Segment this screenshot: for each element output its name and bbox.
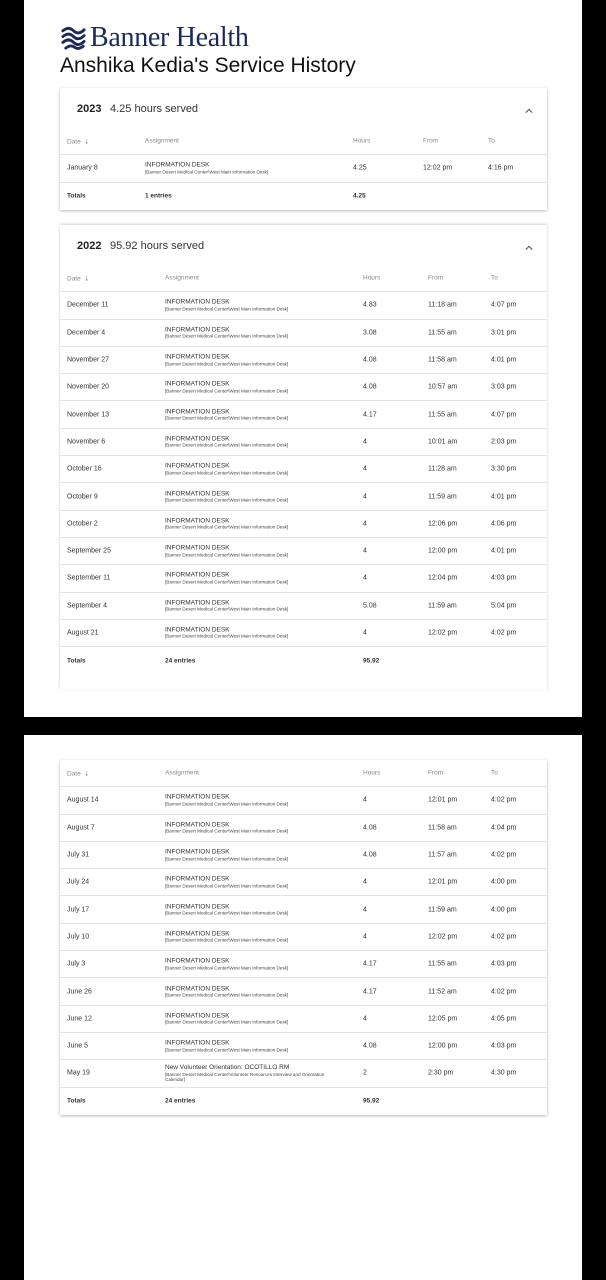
table-row: [60, 593, 547, 620]
table-row: [60, 320, 547, 347]
row-from: 12:00 pm: [428, 1042, 458, 1050]
assignment-location: [Banner Desert Medical Center\West Main Information Desk]: [165, 388, 289, 394]
row-from: 11:18 am: [428, 301, 457, 309]
row-hours: 2: [363, 1069, 367, 1077]
totals-label: Totals: [67, 657, 86, 665]
row-from: 11:28 am: [428, 465, 457, 473]
section-2023: [60, 88, 547, 210]
chevron-up-icon[interactable]: [525, 102, 533, 110]
section-year: 2022: [77, 240, 102, 252]
row-from: 11:58 am: [428, 824, 457, 832]
row-assignment: [165, 463, 288, 476]
section-header[interactable]: [60, 225, 547, 265]
table-row: [60, 869, 547, 896]
row-to: 4:06 pm: [491, 520, 517, 528]
brand-name: Banner Health: [90, 22, 249, 53]
row-assignment: [165, 821, 288, 834]
row-to: 2:03 pm: [491, 438, 517, 446]
assignment-title: INFORMATION DESK: [165, 903, 230, 911]
row-date: January 8: [67, 164, 98, 172]
row-from: 11:52 am: [428, 988, 457, 996]
assignment-title: INFORMATION DESK: [165, 794, 230, 802]
column-assignment: Assignment: [165, 769, 199, 777]
row-assignment: [165, 490, 288, 503]
column-date-label: Date: [67, 138, 81, 146]
table-header: [60, 265, 547, 292]
row-to: 4:03 pm: [491, 1042, 517, 1050]
row-from: 11:57 am: [428, 851, 457, 859]
totals-entries: 24 entries: [165, 657, 196, 665]
page-top: [24, 0, 582, 717]
table-row: [60, 347, 547, 374]
totals-entries: 24 entries: [165, 1097, 196, 1105]
assignment-location: [Banner Desert Medical Center\West Main Information Desk]: [165, 361, 289, 367]
assignment-location: [Banner Desert Medical Center\Volunteer Resources Interview and Orientation Calendar]: [165, 1071, 325, 1083]
row-assignment: [165, 931, 288, 944]
assignment-location: [Banner Desert Medical Center\West Main Information Desk]: [165, 524, 289, 530]
table-row: [60, 401, 547, 428]
sort-arrow-down-icon[interactable]: ↓: [84, 273, 89, 283]
row-assignment: [145, 162, 268, 175]
assignment-title: INFORMATION DESK: [165, 848, 230, 856]
sort-arrow-down-icon[interactable]: ↓: [84, 136, 89, 146]
row-to: 4:16 pm: [488, 164, 514, 172]
row-from: 12:01 pm: [428, 878, 458, 886]
column-hours: Hours: [363, 274, 381, 282]
table-row: [60, 787, 547, 814]
assignment-location: [Banner Desert Medical Center\West Main Information Desk]: [165, 443, 289, 449]
assignment-title: INFORMATION DESK: [145, 162, 210, 170]
table-row: [60, 374, 547, 401]
row-date: December 11: [67, 301, 109, 309]
assignment-location: [Banner Desert Medical Center\West Main Information Desk]: [165, 579, 289, 585]
row-to: 5:04 pm: [491, 602, 517, 610]
row-to: 3:01 pm: [491, 329, 517, 337]
column-date[interactable]: [67, 137, 89, 146]
row-date: September 4: [67, 602, 108, 610]
banner-health-logo: [60, 22, 249, 54]
row-hours: 4.08: [363, 383, 377, 391]
column-to: To: [488, 137, 495, 145]
column-to: To: [491, 274, 498, 282]
column-hours: Hours: [353, 137, 371, 145]
row-date: October 2: [67, 520, 98, 528]
row-from: 12:06 pm: [428, 520, 458, 528]
assignment-title: INFORMATION DESK: [165, 326, 230, 334]
row-to: 4:02 pm: [491, 933, 517, 941]
row-assignment: [165, 985, 288, 998]
row-from: 11:55 am: [428, 411, 457, 419]
row-hours: 3.08: [363, 329, 377, 337]
row-to: 4:02 pm: [491, 796, 517, 804]
row-date: June 5: [67, 1042, 89, 1050]
row-assignment: [165, 1064, 335, 1082]
row-from: 12:00 pm: [428, 547, 458, 555]
table-row: [60, 1060, 547, 1087]
row-from: 11:59 am: [428, 602, 457, 610]
assignment-title: INFORMATION DESK: [165, 408, 230, 416]
row-to: 4:01 pm: [491, 547, 517, 555]
totals-label: Totals: [67, 1097, 86, 1105]
assignment-location: [Banner Desert Medical Center\West Main Information Desk]: [165, 828, 289, 834]
assignment-title: INFORMATION DESK: [165, 353, 230, 361]
row-assignment: [165, 299, 288, 312]
row-date: November 13: [67, 411, 110, 419]
row-hours: 4: [363, 493, 367, 501]
row-date: November 27: [67, 356, 110, 364]
assignment-title: INFORMATION DESK: [165, 1012, 230, 1020]
row-date: August 21: [67, 629, 99, 637]
row-date: June 12: [67, 1015, 92, 1023]
row-to: 4:07 pm: [491, 411, 517, 419]
row-hours: 4.17: [363, 411, 377, 419]
column-to: To: [491, 769, 498, 777]
assignment-title: INFORMATION DESK: [165, 626, 230, 634]
table-row: [60, 511, 547, 538]
section-2022: [60, 225, 547, 690]
row-to: 3:30 pm: [491, 465, 517, 473]
row-date: September 25: [67, 547, 111, 555]
table-header: [60, 760, 547, 787]
assignment-location: [Banner Desert Medical Center\West Main Information Desk]: [165, 306, 289, 312]
assignment-title: INFORMATION DESK: [165, 599, 230, 607]
row-date: August 14: [67, 796, 99, 804]
assignment-title: INFORMATION DESK: [165, 821, 230, 829]
table-row: [60, 951, 547, 978]
hours-served: 4.25 hours served: [110, 103, 199, 115]
row-from: 12:02 pm: [428, 933, 458, 941]
row-hours: 4: [363, 796, 367, 804]
row-assignment: [165, 381, 288, 394]
table-row: [60, 1006, 547, 1033]
totals-row: [60, 1088, 547, 1115]
row-assignment: [165, 436, 288, 449]
assignment-location: [Banner Desert Medical Center\West Main Information Desk]: [165, 992, 289, 998]
row-to: 4:07 pm: [491, 301, 517, 309]
row-assignment: [165, 1012, 288, 1025]
row-to: 4:02 pm: [491, 988, 517, 996]
row-from: 2:30 pm: [428, 1069, 454, 1077]
table-row: [60, 620, 547, 647]
row-hours: 4: [363, 629, 367, 637]
row-date: November 20: [67, 383, 110, 391]
assignment-location: [Banner Desert Medical Center\West Main Information Desk]: [165, 497, 289, 503]
column-from: From: [428, 274, 444, 282]
column-from: From: [423, 137, 439, 145]
section-2022-continued: [60, 760, 547, 1115]
row-date: November 6: [67, 438, 106, 446]
row-assignment: [165, 876, 288, 889]
table-row: [60, 155, 547, 182]
row-date: July 17: [67, 906, 90, 914]
row-hours: 4.08: [363, 1042, 377, 1050]
totals-entries: 1 entries: [145, 192, 172, 200]
row-to: 4:30 pm: [491, 1069, 517, 1077]
row-date: October 9: [67, 493, 98, 501]
totals-hours: 95.92: [363, 657, 380, 665]
section-year: 2023: [77, 103, 102, 115]
row-from: 11:58 am: [428, 356, 457, 364]
assignment-title: INFORMATION DESK: [165, 544, 230, 552]
row-date: July 24: [67, 878, 90, 886]
assignment-location: [Banner Desert Medical Center\West Main Information Desk]: [165, 333, 289, 339]
row-hours: 4: [363, 906, 367, 914]
assignment-location: [Banner Desert Medical Center\West Main Information Desk]: [165, 801, 289, 807]
row-assignment: [165, 627, 288, 640]
column-date[interactable]: [67, 274, 89, 283]
assignment-title: INFORMATION DESK: [165, 1039, 230, 1047]
row-to: 4:02 pm: [491, 851, 517, 859]
row-hours: 4: [363, 438, 367, 446]
assignment-title: INFORMATION DESK: [165, 517, 230, 525]
row-to: 4:05 pm: [491, 1015, 517, 1023]
row-to: 4:04 pm: [491, 824, 517, 832]
table-row: [60, 292, 547, 319]
totals-row: [60, 647, 547, 674]
row-from: 11:59 am: [428, 493, 457, 501]
table-row: [60, 483, 547, 510]
assignment-title: INFORMATION DESK: [165, 299, 230, 307]
assignment-title: INFORMATION DESK: [165, 572, 230, 580]
page-title: Anshika Kedia's Service History: [60, 54, 356, 77]
row-to: 4:03 pm: [491, 960, 517, 968]
row-to: 4:01 pm: [491, 493, 517, 501]
waves-icon: [60, 25, 87, 52]
table-row: [60, 538, 547, 565]
assignment-title: INFORMATION DESK: [165, 380, 230, 388]
column-date[interactable]: [67, 769, 89, 778]
row-date: July 10: [67, 933, 90, 941]
row-hours: 4.08: [363, 356, 377, 364]
row-to: 4:02 pm: [491, 629, 517, 637]
row-from: 11:59 am: [428, 906, 457, 914]
row-from: 12:02 pm: [428, 629, 458, 637]
row-date: August 7: [67, 824, 95, 832]
row-hours: 4.17: [363, 988, 377, 996]
row-hours: 4: [363, 547, 367, 555]
assignment-location: [Banner Desert Medical Center\West Main Information Desk]: [165, 1047, 289, 1053]
row-date: June 26: [67, 988, 92, 996]
row-from: 11:55 am: [428, 329, 457, 337]
row-date: December 4: [67, 329, 106, 337]
row-assignment: [165, 572, 288, 585]
assignment-location: [Banner Desert Medical Center\West Main Information Desk]: [165, 1019, 289, 1025]
row-assignment: [165, 599, 288, 612]
table-row: [60, 924, 547, 951]
chevron-up-icon[interactable]: [525, 239, 533, 247]
row-to: 4:01 pm: [491, 356, 517, 364]
totals-hours: 95.92: [363, 1097, 380, 1105]
row-assignment: [165, 354, 288, 367]
table-row: [60, 456, 547, 483]
row-date: May 19: [67, 1069, 90, 1077]
assignment-title: INFORMATION DESK: [165, 875, 230, 883]
row-from: 12:02 pm: [423, 164, 453, 172]
hours-served: 95.92 hours served: [110, 240, 205, 252]
row-date: July 3: [67, 960, 86, 968]
row-hours: 4.83: [363, 301, 377, 309]
row-to: 4:03 pm: [491, 574, 517, 582]
assignment-location: [Banner Desert Medical Center\West Main Information Desk]: [165, 910, 289, 916]
row-from: 11:55 am: [428, 960, 457, 968]
row-assignment: [165, 326, 288, 339]
row-to: 3:03 pm: [491, 383, 517, 391]
totals-row: [60, 183, 547, 210]
row-assignment: [165, 1040, 288, 1053]
row-assignment: [165, 545, 288, 558]
assignment-title: INFORMATION DESK: [165, 930, 230, 938]
row-date: October 16: [67, 465, 102, 473]
column-from: From: [428, 769, 444, 777]
row-assignment: [165, 958, 288, 971]
assignment-location: [Banner Desert Medical Center\West Main Information Desk]: [165, 883, 289, 889]
sort-arrow-down-icon[interactable]: ↓: [84, 768, 89, 778]
table-row: [60, 896, 547, 923]
assignment-location: [Banner Desert Medical Center\West Main Information Desk]: [145, 169, 269, 175]
assignment-location: [Banner Desert Medical Center\West Main Information Desk]: [165, 415, 289, 421]
column-date-label: Date: [67, 770, 81, 778]
column-date-label: Date: [67, 275, 81, 283]
column-hours: Hours: [363, 769, 381, 777]
table-row: [60, 429, 547, 456]
assignment-title: INFORMATION DESK: [165, 490, 230, 498]
row-hours: 4: [363, 1015, 367, 1023]
assignment-location: [Banner Desert Medical Center\West Main Information Desk]: [165, 965, 289, 971]
row-from: 12:01 pm: [428, 796, 458, 804]
row-hours: 4: [363, 574, 367, 582]
row-assignment: [165, 903, 288, 916]
page-bottom: [24, 735, 582, 1280]
column-assignment: Assignment: [165, 274, 199, 282]
column-assignment: Assignment: [145, 137, 179, 145]
assignment-title: New Volunteer Orientation: OCOTILLO RM: [165, 1064, 290, 1072]
totals-label: Totals: [67, 192, 86, 200]
row-assignment: [165, 794, 288, 807]
table-row: [60, 842, 547, 869]
table-row: [60, 1033, 547, 1060]
table-header: [60, 128, 547, 155]
row-assignment: [165, 849, 288, 862]
row-hours: 4.08: [363, 824, 377, 832]
row-date: September 11: [67, 574, 111, 582]
row-hours: 4.08: [363, 851, 377, 859]
row-hours: 4: [363, 933, 367, 941]
assignment-location: [Banner Desert Medical Center\West Main Information Desk]: [165, 552, 289, 558]
row-hours: 4: [363, 878, 367, 886]
row-date: July 31: [67, 851, 90, 859]
assignment-location: [Banner Desert Medical Center\West Main Information Desk]: [165, 938, 289, 944]
row-from: 10:57 am: [428, 383, 458, 391]
assignment-location: [Banner Desert Medical Center\West Main Information Desk]: [165, 606, 289, 612]
table-row: [60, 565, 547, 592]
assignment-title: INFORMATION DESK: [165, 985, 230, 993]
assignment-location: [Banner Desert Medical Center\West Main Information Desk]: [165, 634, 289, 640]
totals-hours: 4.25: [353, 192, 366, 200]
row-from: 10:01 am: [428, 438, 458, 446]
row-hours: 4.25: [353, 164, 367, 172]
row-from: 12:05 pm: [428, 1015, 458, 1023]
row-hours: 4: [363, 520, 367, 528]
table-row: [60, 978, 547, 1005]
row-to: 4:00 pm: [491, 906, 517, 914]
row-to: 4:00 pm: [491, 878, 517, 886]
row-assignment: [165, 517, 288, 530]
row-from: 12:04 pm: [428, 574, 458, 582]
assignment-title: INFORMATION DESK: [165, 957, 230, 965]
row-hours: 4.17: [363, 960, 377, 968]
assignment-location: [Banner Desert Medical Center\West Main Information Desk]: [165, 856, 289, 862]
row-hours: 5.08: [363, 602, 377, 610]
assignment-title: INFORMATION DESK: [165, 435, 230, 443]
assignment-title: INFORMATION DESK: [165, 462, 230, 470]
row-assignment: [165, 408, 288, 421]
assignment-location: [Banner Desert Medical Center\West Main Information Desk]: [165, 470, 289, 476]
row-hours: 4: [363, 465, 367, 473]
table-row: [60, 815, 547, 842]
section-header[interactable]: [60, 88, 547, 128]
